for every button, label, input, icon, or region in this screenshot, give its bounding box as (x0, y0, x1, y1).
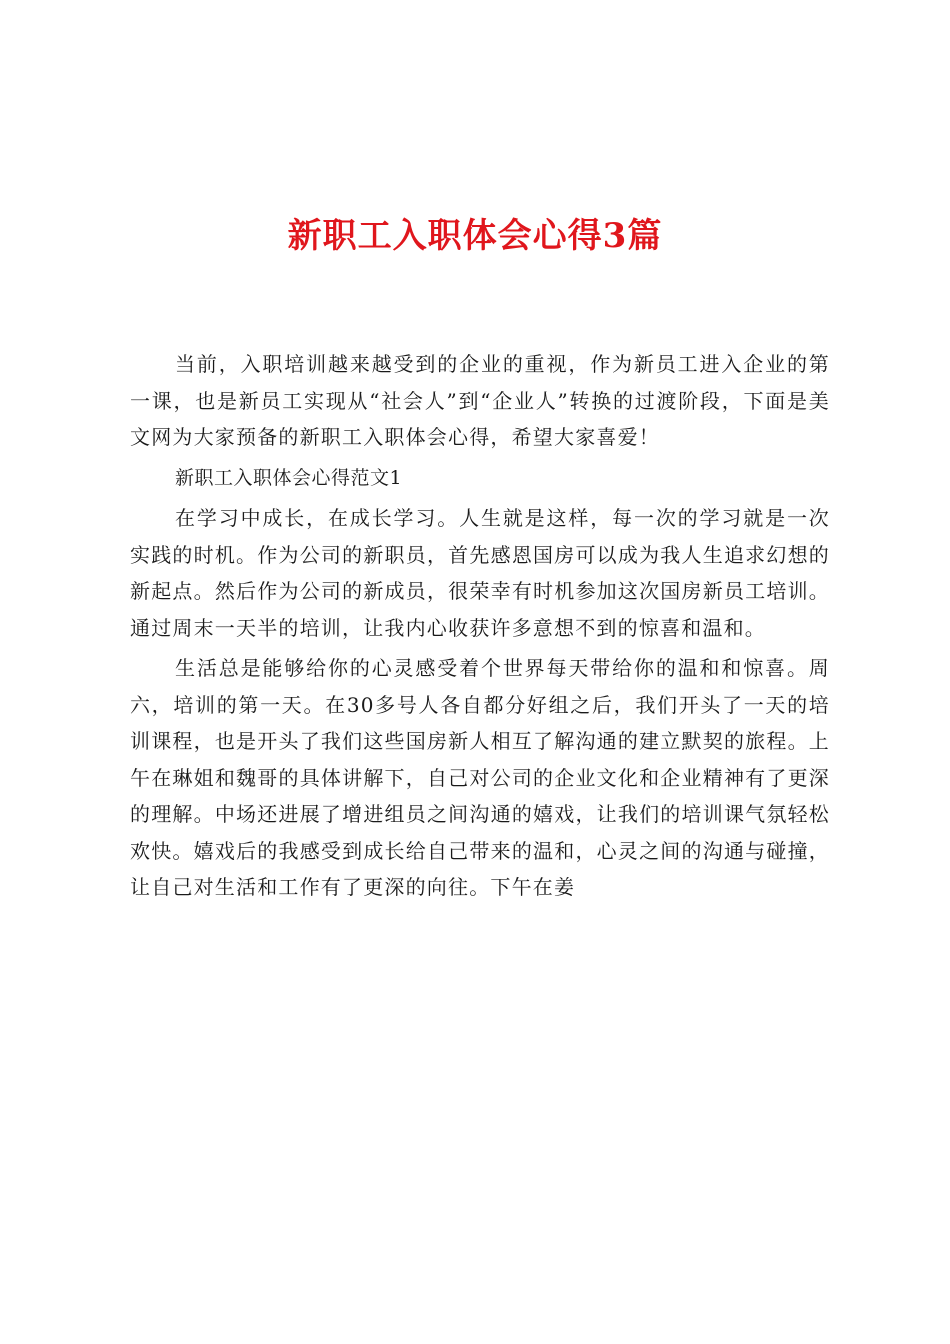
document-body (130, 346, 830, 906)
document-title: 新职工入职体会心得3篇 (287, 216, 663, 256)
body-paragraph: 在学习中成长，在成长学习。人生就是这样，每一次的学习就是一次实践的时机。作为公司的新职员，首先感恩国房可以成为我人生追求幻想的新起点。然后作为公司的新成员，很荣幸有时机参加这次国房新员工培训。通过周末一天半的培训，让我内心收获许多意想不到的惊喜和温和。 (130, 506, 830, 640)
section-heading: 新职工入职体会心得范文1 (175, 466, 403, 489)
intro-paragraph: 当前，入职培训越来越受到的企业的重视，作为新员工进入企业的第一课，也是新员工实现从“社会人”到“企业人”转换的过渡阶段，下面是美文网为大家预备的新职工入职体会心得，希望大家喜爱！ (130, 352, 830, 449)
body-paragraph: 生活总是能够给你的心灵感受着个世界每天带给你的温和和惊喜。周六，培训的第一天。在30多号人各自都分好组之后，我们开头了一天的培训课程，也是开头了我们这些国房新人相互了解沟通的建立默契的旅程。上午在琳姐和魏哥的具体讲解下，自己对公司的企业文化和企业精神有了更深的理解。中场还进展了增进组员之间沟通的嬉戏，让我们的培训课气氛轻松欢快。嬉戏后的我感受到成长给自己带来的温和，心灵之间的沟通与碰撞，让自己对生活和工作有了更深的向往。下午在姜 (130, 656, 830, 899)
